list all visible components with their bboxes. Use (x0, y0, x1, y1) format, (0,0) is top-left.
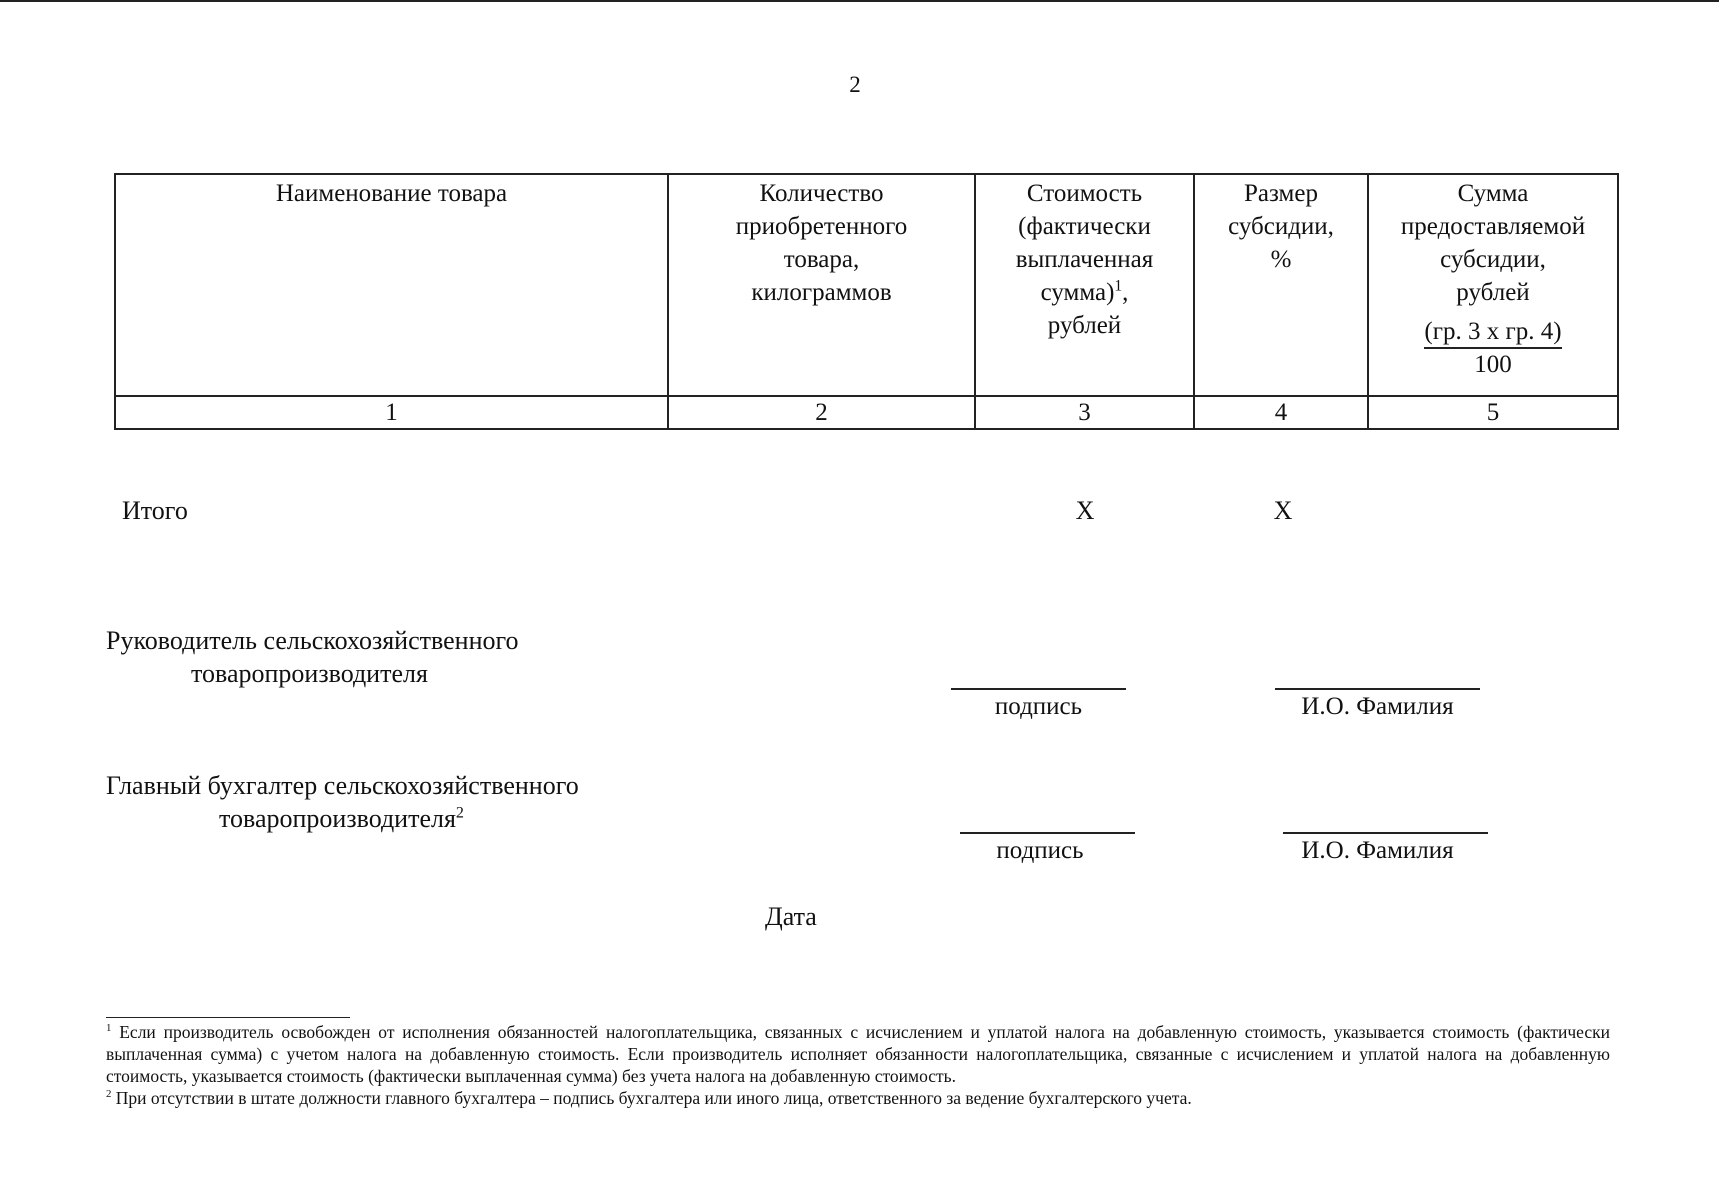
header-line: (фактически (1018, 213, 1151, 240)
total-col3-x: Х (1075, 496, 1095, 525)
header-line: Стоимость (1026, 180, 1143, 207)
header-line: субсидии, (1228, 213, 1334, 240)
footnote-1 (106, 1021, 1610, 1087)
total-label: Итого (122, 496, 188, 525)
signature-line-head (951, 688, 1126, 690)
subsidy-table (114, 173, 1619, 430)
header-line: рублей (1047, 312, 1122, 339)
column-number: 1 (115, 396, 668, 429)
signer-title-line: Руководитель сельскохозяйственного (106, 626, 519, 655)
footnote-ref-2: 2 (455, 804, 464, 822)
formula-denominator: 100 (1474, 351, 1512, 378)
header-subsidy-amount (1368, 174, 1618, 396)
header-cost (975, 174, 1194, 396)
column-number: 5 (1368, 396, 1618, 429)
date-label: Дата (765, 902, 817, 931)
page-number: 2 (849, 72, 861, 97)
header-line: предоставляемой (1400, 213, 1586, 240)
header-line: Размер (1244, 180, 1318, 207)
footnote-separator (106, 1017, 350, 1018)
signature-caption-accountant: подпись (996, 837, 1084, 864)
footnote-mark: 1 (106, 1022, 112, 1035)
name-caption-accountant: И.О. Фамилия (1301, 837, 1454, 864)
header-line: выплаченная (1015, 246, 1154, 273)
header-product-name (115, 174, 668, 396)
table-header-row (115, 174, 1618, 396)
footnote-ref-1: 1 (1114, 277, 1123, 295)
footnote-text: Если производитель освобожден от исполнения обязанностей налогоплательщика, связанных с исчислением и уплатой налога на добавленную стоимость, указывается стоимость (фактически выплаченная сумма) с учетом налога на добавленную стоимость. Если производитель исполняет обязанности налогоплательщика, связанные с исчислением и уплатой налога на добавленную стоимость, указывается стоимость (фактически выплаченная сумма) без учета налога на добавленную стоимость. (106, 1022, 1611, 1086)
signer-title-head (106, 624, 519, 657)
column-number: 4 (1194, 396, 1368, 429)
signer-title-line: товаропроизводителя (191, 659, 428, 688)
formula-numerator: (гр. 3 х гр. 4) (1424, 317, 1561, 349)
header-line: килограммов (751, 279, 892, 306)
footnote-2 (106, 1087, 1610, 1109)
column-number: 3 (975, 396, 1194, 429)
signature-line-accountant (960, 832, 1135, 834)
footnote-text: При отсутствии в штате должности главного бухгалтера – подпись бухгалтера или иного лица, ответственного за ведение бухгалтерского учета. (115, 1088, 1192, 1108)
column-number-row (115, 396, 1618, 429)
name-line-head (1275, 688, 1480, 690)
header-line: приобретенного (735, 213, 908, 240)
signer-title-line: Главный бухгалтер сельскохозяйственного (106, 771, 579, 800)
header-quantity (668, 174, 975, 396)
header-subsidy-rate (1194, 174, 1368, 396)
total-col4-x: Х (1273, 496, 1293, 525)
header-line: Сумма (1457, 180, 1529, 207)
signer-title-head-line2 (191, 657, 428, 690)
name-line-accountant (1283, 832, 1488, 834)
footnote-mark: 2 (106, 1088, 112, 1101)
name-caption-head: И.О. Фамилия (1301, 693, 1454, 720)
column-number: 2 (668, 396, 975, 429)
signer-title-accountant-line2 (219, 802, 464, 835)
header-line: рублей (1456, 279, 1530, 306)
header-line: % (1270, 246, 1292, 273)
header-line: сумма) (1040, 279, 1115, 306)
signature-caption-head: подпись (994, 693, 1083, 720)
header-comma: , (1122, 279, 1129, 306)
signer-title-line: товаропроизводителя (219, 804, 456, 833)
header-line: Количество (759, 180, 884, 207)
header-line: субсидии, (1440, 246, 1546, 273)
top-border-line (0, 0, 1719, 2)
signer-title-accountant (106, 769, 579, 802)
header-line: Наименование товара (275, 180, 508, 207)
header-line: товара, (783, 246, 860, 273)
